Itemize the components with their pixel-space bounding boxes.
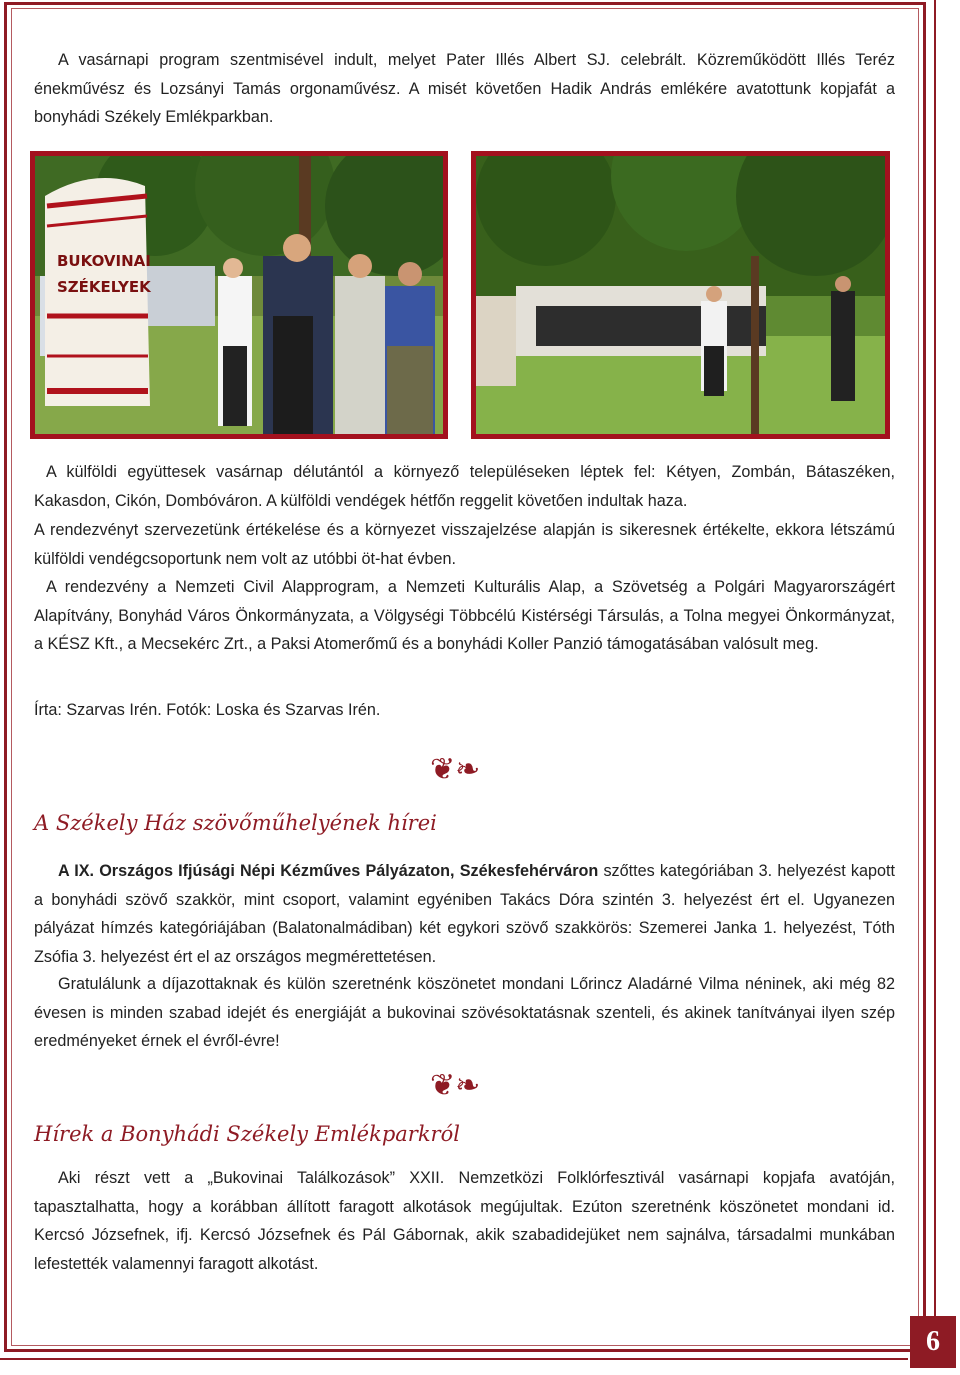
paragraph-evaluation: A rendezvényt szervezetünk értékelése és a környezet visszajelzése alapján is sikeresnek értékelte, ekkora létszámú külföldi vendégcsoportunk nem volt az utóbbi öt-hat évben.: [34, 521, 895, 568]
paragraph-competition: [34, 857, 895, 971]
ornament-divider: ❦❧: [430, 752, 481, 787]
banner-text-2: SZÉKELYEK: [57, 278, 151, 296]
banner-text-1: BUKOVINAI: [57, 252, 151, 270]
paragraph-performances: A külföldi együttesek vasárnap délutántól a környező településeken léptek fel: Kétyen, Zombán, Bátaszéken, Kakasdon, Cikón, Dombóváron. A külföldi vendégek hétfőn reggelit követően indultak haza.: [34, 463, 895, 510]
photo-kopjafa-ceremony: [30, 151, 448, 439]
page-border-bottom: [0, 1358, 908, 1360]
heading-memorial-park: Hírek a Bonyhádi Székely Emlékparkról: [34, 1122, 460, 1146]
page-border-right: [934, 0, 936, 1318]
photo-folk-group-image: [476, 156, 885, 434]
page-number: 6: [910, 1316, 956, 1368]
paragraph-renovation: Aki részt vett a „Bukovinai Találkozások” XXII. Nemzetközi Folklórfesztivál vasárnapi kopjafa avatóján, tapasztalhatta, hogy a korábban állított faragott alkotások megújultak. Ezúton szeretnénk köszönetet mondani id. Kercsó Józsefnek, ifj. Kercsó Józsefnek és Pál Gábornak, akik szabadidejüket nem sajnálva, társadalmi munkában lefestették valamennyi faragott alkotást.: [34, 1169, 895, 1273]
credits: Írta: Szarvas Irén. Fotók: Loska és Szarvas Irén.: [34, 701, 381, 719]
paragraph-congratulations: Gratulálunk a díjazottaknak és külön szeretnénk köszönetet mondani Lőrincz Aladárné Vilma néninek, aki még 82 évesen is minden szabad idejét és energiáját a bukovinai szövésoktatásnak szenteli, és akinek tanítványai ilyen szép eredményeket érnek el évről-évre!: [34, 975, 895, 1050]
competition-details: szőttes kategóriában 3. helyezést kapott a bonyhádi szövő szakkör, mint csoport, valamint egyéniben Takács Dóra szintén 3. helyezést ért el. Ugyanezen pályázat hímzés kategóriájában (Balatonalmádiban) két egykori szövő szakkörös: Szemerei Janka 1. helyezést, Tóth Zsófia 3. helyezést ért el az országos megmérettetésen.: [34, 862, 895, 966]
ornament-divider-2: ❦❧: [430, 1068, 481, 1103]
competition-title: A IX. Országos Ifjúsági Népi Kézműves Pályázaton, Székesfehérváron: [58, 862, 599, 880]
paragraph-sponsors: A rendezvény a Nemzeti Civil Alapprogram, a Nemzeti Kulturális Alap, a Szövetség a Polgári Magyarországért Alapítvány, Bonyhád Város Önkormányzata, a Völgységi Többcélú Kistérségi Társulás, a Tolna megyei Önkormányzat, a KÉSZ Kft., a Mecsekérc Zrt., a Paksi Atomerőmű és a bonyhádi Koller Panzió támogatásában valósult meg.: [34, 578, 895, 653]
photo-kopjafa-ceremony-image: [35, 156, 443, 434]
paragraph-mass: A vasárnapi program szentmisével indult, melyet Pater Illés Albert SJ. celebrált. Közreműködött Illés Teréz énekművész és Lozsányi Tamás orgonaművész. A misét követően Hadik András emlékére avatottunk kopjafát a bonyhádi Székely Emlékparkban.: [34, 51, 895, 126]
heading-weaving-news: A Székely Ház szövőműhelyének hírei: [34, 811, 437, 835]
photo-folk-group: [471, 151, 890, 439]
